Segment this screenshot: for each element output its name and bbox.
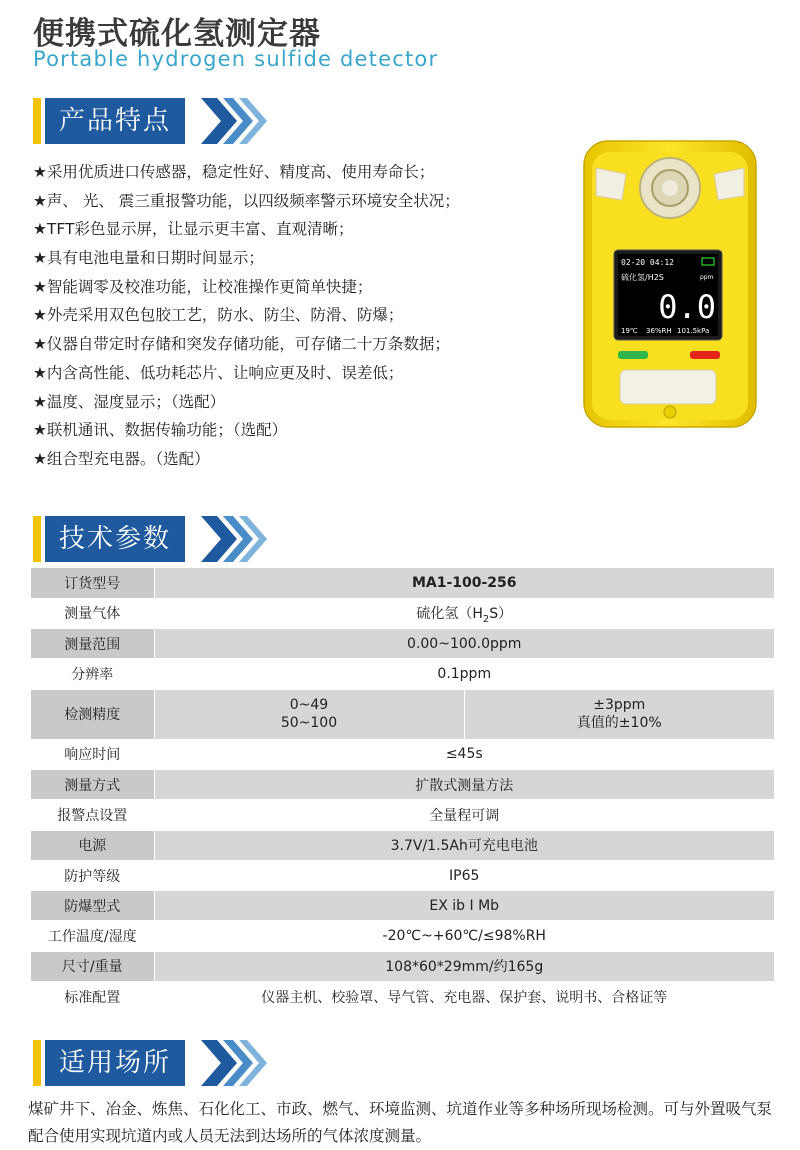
- spec-value: 108*60*29mm/约165g: [154, 951, 774, 981]
- chevron-stripes-icon: [201, 98, 291, 144]
- spec-value: ±3ppm 真值的±10%: [464, 689, 774, 739]
- table-row: [31, 629, 774, 659]
- screen-pressure: 101.5kPa: [677, 327, 710, 335]
- red-button: [690, 351, 720, 359]
- spec-value: IP65: [154, 860, 774, 890]
- section-title: 适用场所: [45, 1040, 185, 1086]
- spec-value: 硫化氢$(H_2S)$: [154, 598, 774, 628]
- table-row: [31, 830, 774, 860]
- spec-value: -20℃~+60℃/≤98%RH: [154, 921, 774, 951]
- table-row: [31, 982, 774, 1012]
- table-row: [31, 659, 774, 689]
- table-row: [31, 800, 774, 830]
- feature-item: ★具有电池电量和日期时间显示；: [33, 249, 264, 268]
- screen-gas-label: 硫化氢/H2S: [621, 273, 664, 282]
- feature-item: ★内含高性能、低功耗芯片、让响应更及时、误差低；: [33, 363, 404, 382]
- spec-label: 报警点设置: [31, 800, 154, 830]
- applications-text: 煤矿井下、冶金、炼焦、石化化工、市政、燃气、环境监测、坑道作业等多种场所现场检测。可与外置吸气泵配合使用实现坑道内或人员无法到达场所的气体浓度测量。: [28, 1100, 773, 1145]
- spec-value: MA1-100-256: [154, 568, 774, 598]
- table-row: [31, 689, 774, 739]
- page-subtitle: Portable hydrogen sulfide detector: [33, 47, 439, 71]
- spec-label: 测量范围: [31, 629, 154, 659]
- section-accent-bar: [33, 516, 41, 562]
- feature-item: ★智能调零及校准功能，让校准操作更简单快捷；: [33, 277, 373, 296]
- spec-value: 全量程可调: [154, 800, 774, 830]
- spec-label: 防护等级: [31, 860, 154, 890]
- feature-item: ★采用优质进口传感器，稳定性好、精度高、使用寿命长；: [33, 163, 435, 181]
- table-row: [31, 891, 774, 921]
- screen-unit: ppm: [700, 274, 714, 281]
- feature-item: ★TFT彩色显示屏，让显示更丰富、直观清晰；: [33, 220, 354, 239]
- feature-item: ★外壳采用双色包胶工艺，防水、防尘、防滑、防爆；: [33, 306, 404, 325]
- spec-label: 测量方式: [31, 769, 154, 799]
- section-title: 技术参数: [45, 516, 185, 562]
- page-title: 便携式硫化氢测定器: [33, 16, 321, 52]
- table-row: [31, 921, 774, 951]
- spec-label: 响应时间: [31, 739, 154, 769]
- feature-item: ★组合型充电器。（选配）: [33, 449, 210, 468]
- screen-humidity: 36%RH: [646, 327, 672, 335]
- spec-label: 标准配置: [31, 982, 154, 1012]
- spec-label: 测量气体: [31, 598, 154, 628]
- spec-value: 0.00~100.0ppm: [154, 629, 774, 659]
- screen-datetime: 02-20 04:12: [621, 258, 674, 267]
- chevron-stripes-icon: [201, 516, 291, 562]
- spec-label: 分辨率: [31, 659, 154, 689]
- spec-value: 3.7V/1.5Ah可充电电池: [154, 830, 774, 860]
- table-row: [31, 598, 774, 628]
- table-row: [31, 739, 774, 769]
- spec-label: 防爆型式: [31, 891, 154, 921]
- table-row: [31, 860, 774, 890]
- spec-value: EX ib Ⅰ Mb: [154, 891, 774, 921]
- features-section-header: [33, 98, 293, 144]
- spec-value: 仪器主机、校验罩、导气管、充电器、保护套、说明书、合格证等: [154, 982, 774, 1012]
- feature-item: ★仪器自带定时存储和突发存储功能，可存储二十万条数据；: [33, 335, 450, 354]
- table-row: [31, 568, 774, 598]
- spec-label: 订货型号: [31, 568, 154, 598]
- table-row: [31, 769, 774, 799]
- section-accent-bar: [33, 98, 41, 144]
- feature-item: ★声、 光、 震三重报警功能，以四级频率警示环境安全状况；: [33, 191, 460, 210]
- chevron-stripes-icon: [201, 1040, 291, 1086]
- screen-reading: 0.0: [658, 288, 716, 326]
- feature-item: ★温度、湿度显示；（选配）: [33, 392, 226, 411]
- spec-value: 0.1ppm: [154, 659, 774, 689]
- feature-item: ★联机通讯、数据传输功能；（选配）: [33, 421, 288, 440]
- spec-value: 0~49 50~100: [154, 689, 464, 739]
- section-title: 产品特点: [45, 98, 185, 144]
- spec-label: 检测精度: [31, 689, 154, 739]
- screen-temp: 19℃: [621, 327, 638, 335]
- feature-list: [33, 158, 563, 474]
- section-accent-bar: [33, 1040, 41, 1086]
- specs-section-header: [33, 516, 293, 562]
- table-row: [31, 951, 774, 981]
- spec-value: 扩散式测量方法: [154, 769, 774, 799]
- green-button: [618, 351, 648, 359]
- applications-section-header: [33, 1040, 293, 1086]
- spec-label: 电源: [31, 830, 154, 860]
- detector-device-image: [578, 138, 763, 433]
- spec-label: 尺寸/重量: [31, 951, 154, 981]
- spec-label: 工作温度/湿度: [31, 921, 154, 951]
- spec-table: [31, 568, 774, 1012]
- spec-value: ≤45s: [154, 739, 774, 769]
